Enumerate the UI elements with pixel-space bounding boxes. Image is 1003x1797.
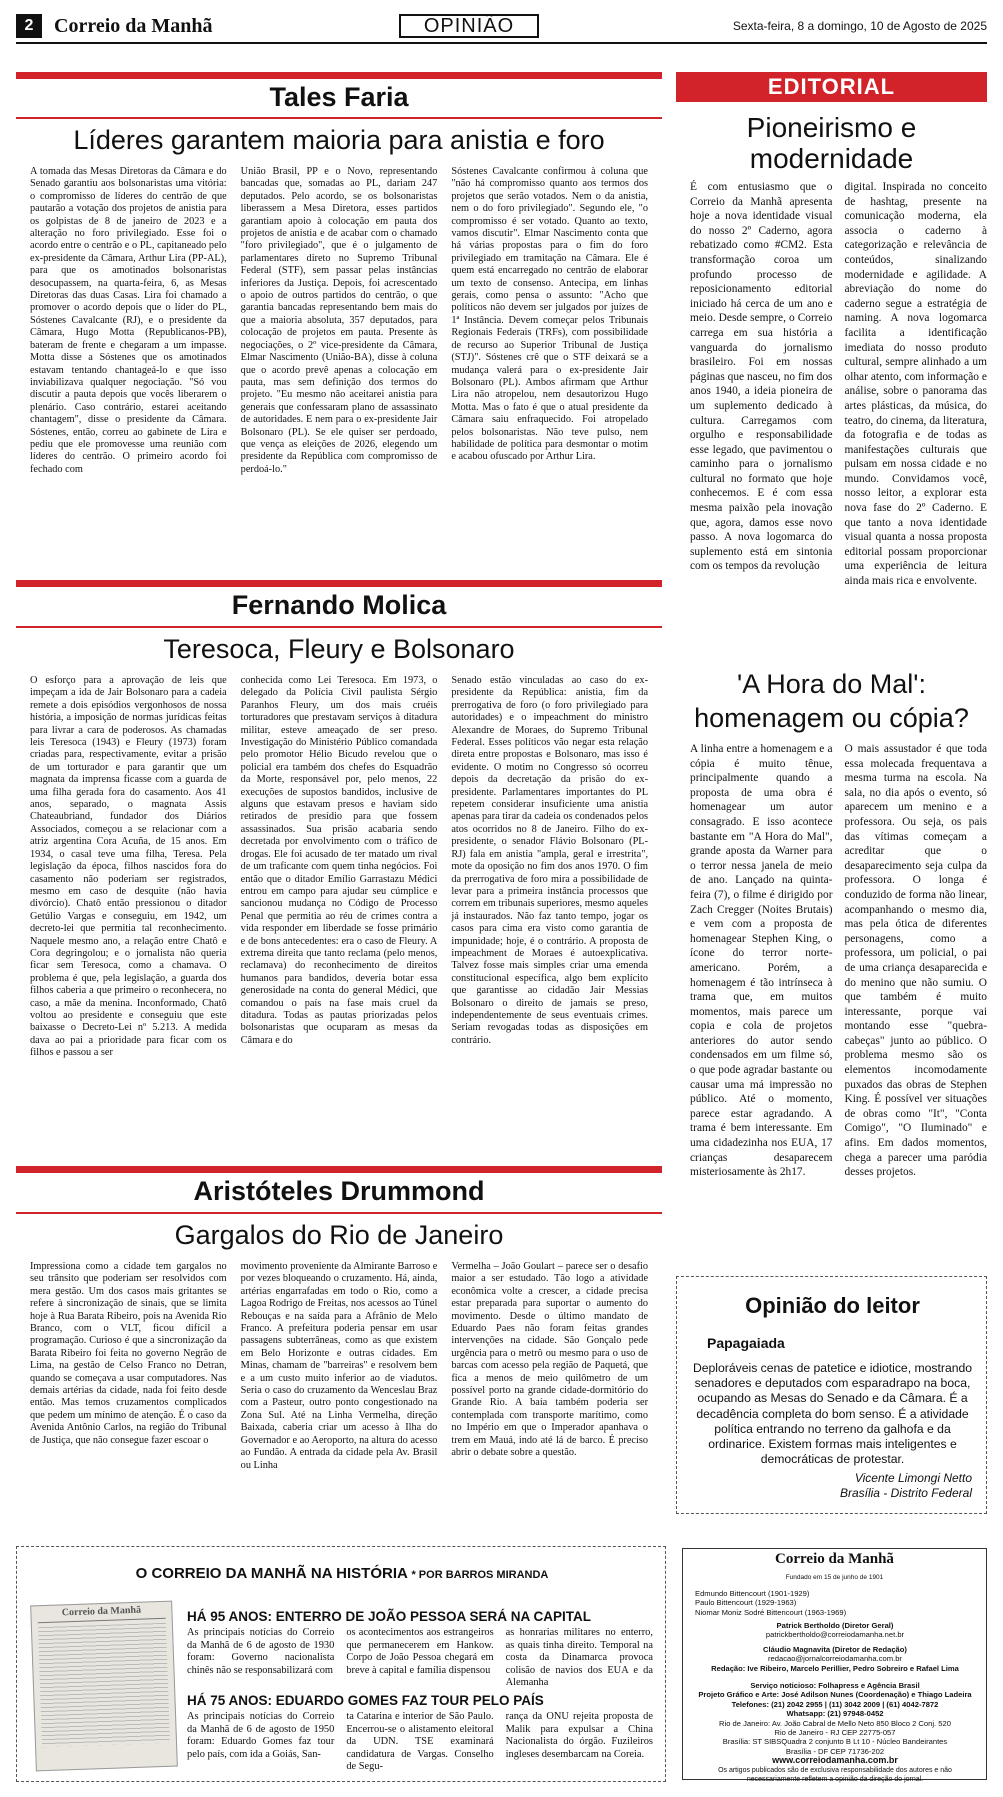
review-body	[690, 742, 987, 1242]
paper-logo: Correio da Manhã	[775, 1551, 894, 1567]
edition-date: Sexta-feira, 8 a domingo, 10 de Agosto de 2025	[732, 19, 987, 33]
page-header	[16, 14, 987, 44]
article-column: O esforço para a aprovação de leis que impeçam a ida de Jair Bolsonaro para a cadeia remete a dois episódios vergonhosos de nossa história, a imposição de normas jurídicas feitas para livrar a cara de poderosos. As chamadas leis Teresoca (1943) e Fleury (1973) foram criadas para, respectivamente, evitar a prisão de um torturador e para garantir que um magnata da imprensa ficasse com a guarda de uma filha gerada fora do casamento. Aos 41 anos, separado, o magnata Assis Chateaubriand, fundador dos Diários Associados, começou a se relacionar com a atriz argentina Cora Acuña, de 15 anos. Em 1934, o casal teve uma filha, Teresa. Pela legislação da época, filhos nascidos fora do casamento não poderiam ser registrados, mesmo em caso de desquite (não havia divórcio). Chatô então pressionou o ditador Getúlio Vargas e conseguiu, em 1942, um decreto-lei que permitia tal reconhecimento. Naquele mesmo ano, a relação entre Chatô e Cora degringolou; e o jornalista não queria ficar sem Teresoca, como a chamava. O problema é que, pela legislação, a guarda dos filhos caberia a que primeiro o reconhecera, no caso, a mãe da menina. Inconformado, Chatô voltou ao presidente e conseguiu que este baixasse o Decreto-Lei nº 5.213. A medida dava ao pai a prioridade para ficar com os filhos e passou a ser	[30, 675, 227, 1059]
article-column: conhecida como Lei Teresoca. Em 1973, o delegado da Polícia Civil paulista Sérgio Paranhos Fleury, um dos mais cruéis torturadores que prestavam serviços à ditadura militar, esteve ameaçado de ser preso. Investigação do Ministério Público comandada pelo promotor Hélio Bicudo revelou que o policial era também dos chefes do Esquadrão da Morte, responsável por, pelo menos, 22 execuções de supostos bandidos, inclusive de alguns que estavam presos e haviam sido retirados de presídio para que fossem assassinados. Sua prisão acabaria sendo decretada por envolvimento com o tráfico de drogas. Ele foi acusado de ter matado um rival de um traficante com quem tinha negócios. Foi então que o ditador Emílio Garrastazu Médici entrou em campo para ajudar seu cúmplice e sancionou mudança no Código de Processo Penal que permitia ao réu de crimes contra a vida responder em liberdade se fosse primário e de bons antecedentes: era o caso de Fleury. A extrema direita que tanto reclama (pelo menos, reclamava) do reconhecimento de direitos humanos para bandidos, deveria botar essa generosidade na conta do general Médici, que comandou o país na fase mais cruel da ditadura. Todas as pautas priorizadas pelos bolsonaristas que ocuparam as mesas da Câmara e do	[240, 675, 438, 1046]
article-column: A tomada das Mesas Diretoras da Câmara e do Senado garantiu aos bolsonaristas uma vitória: o compromisso de líderes do centrão de que pautarão a votação dos projetos de anistia para os golpistas de 8 de janeiro de 2023 e a alteração no foro privilegiado. Esse foi o acordo entre o centrão e o PL, capitaneado pelo ex-presidente da Câmara, Arthur Lira (PP-AL), para que os amotinados bolsonaristas desocupassem, na quarta-feira, 6, as Mesas Diretoras das duas Casas. Lira foi chamado a promover o acordo depois que o líder do PL, Sóstenes Cavalcante (RJ), e o presidente da Câmara, Hugo Motta (Republicanos-PB), bateram de frente e chegaram a um impasse. Motta disse a Sóstenes que os amotinados estavam tentando chantageá-lo e que isso inviabilizava qualquer negociação. "Só vou discutir a pauta depois que vocês liberarem o plenário. Caso contrário, estarei aceitando chantagem", disse o presidente da Câmara. Sóstenes, então, correu ao gabinete de Lira e pediu que ele promovesse uma reunião com líderes do centrão. O primeiro acordo foi fechado com	[30, 166, 227, 475]
history-column: as honrarias militares no enterro, as quais tinha direito. Temporal na costa da Dinamarca provoca colisão de navios dos EUA e da Alemanha	[505, 1627, 653, 1689]
history-column: As principais notícias do Correio da Manhã de 6 de agosto de 1930 foram: Governo nacionalista chinês não se responsabilizará com	[187, 1627, 335, 1676]
review-column: O mais assustador é que toda essa molecada frequentava a mesma turma na escola. Na sala, no dia após o evento, só aparecem um menino e a professora. Ou seja, os pais das vítimas começam a acreditar que o desaparecimento seja culpa da professora. O longa é conduzido de forma não linear, acompanhando o mesmo dia, mas pela ótica de diferentes personagens, como a professora, um policial, o pai de uma criança desaparecida e do menino que não sumiu. O que também é muito interessante, porque vai montando esse "quebra-cabeças" junto ao público. O problema mesmo são os elementos incomodamente puxados das obras de Stephen King. É possível ver situações de obras como "It", "Conta Comigo", "O Iluminado" e afins. Em dados momentos, chega a parecer uma paródia desses projetos.	[844, 743, 987, 1179]
whatsapp: Whatsapp: (21) 97948-0452	[786, 1709, 884, 1719]
address-rio-2: Rio de Janeiro - RJ CEP 22775-057	[774, 1728, 896, 1738]
article-body	[30, 1261, 648, 1519]
section-label: OPINIÃO	[399, 14, 539, 38]
address-brasilia: Brasília: ST SIBSQuadra 2 conjunto B Lt 10 - Núcleo Bandeirantes	[722, 1737, 948, 1747]
review-title: 'A Hora do Mal': homenagem ou cópia?	[694, 669, 969, 733]
reader-opinion-title: Opinião do leitor	[745, 1293, 920, 1318]
red-rule-thin	[16, 117, 662, 119]
reader-place: Brasília - Distrito Federal	[839, 1486, 972, 1500]
red-rule-thin	[16, 626, 662, 628]
article-title: Teresoca, Fleury e Bolsonaro	[163, 634, 515, 664]
article-title: Gargalos do Rio de Janeiro	[174, 1220, 504, 1250]
editor-email: redacao@jornalcorreiodamanha.com.br	[768, 1654, 902, 1664]
article-title: Líderes garantem maioria para anistia e foro	[73, 125, 605, 155]
staff-director	[695, 1621, 975, 1640]
article-body	[30, 675, 648, 1153]
red-rule-thin	[16, 1212, 662, 1214]
reader-signature	[840, 1471, 972, 1501]
director-name: Patrick Bertholdo (Diretor Geral)	[776, 1621, 894, 1630]
newsroom-staff: Redação: Ive Ribeiro, Marcelo Perillier, Pedro Sobreiro e Rafael Lima	[711, 1663, 959, 1673]
history-heading: O CORREIO DA MANHÃ NA HISTÓRIA	[135, 1565, 408, 1582]
history-column: ta Catarina e interior de São Paulo. Encerrou-se o alistamento eleitoral da UDN. TSE examinará candidatura de Vargas. Conselho de Segu-	[346, 1711, 494, 1773]
red-rule	[16, 72, 662, 79]
page-number: 2	[16, 14, 42, 38]
graphic-project: Projeto Gráfico e Arte: José Adilson Nunes (Coordenação) e Thiago Ladeira	[698, 1690, 972, 1700]
reader-opinion-box	[676, 1276, 987, 1514]
article-column: movimento proveniente da Almirante Barroso e por vezes bloqueando o cruzamento. Há, ainda, artérias engarrafadas em todo o Rio, como a Lagoa Rodrigo de Freitas, nos acessos ao Túnel Rebouças e na saída para a Afrânio de Melo Franco. A prefeitura poderia pensar em usar passagens subterrâneas, como as que existem em Belo Horizonte e outras cidades. Em Minas, chamam de "barreiras" e resolvem bem e a um custo muito inferior ao de viadutos. Seria o caso do cruzamento da Wenceslau Braz com a Pasteur, outro ponto congestionado na Zona Sul. Até na Linha Vermelha, direção Baixada, caberia criar um acesso à Ilha do Governador e ao Aeroporto, na altura do acesso ao Fundão. A entrada da cidade pela Av. Brasil ou Linha	[240, 1261, 438, 1471]
history-item-body	[187, 1711, 653, 1774]
editorial-label: EDITORIAL	[676, 72, 987, 102]
founding-date: Fundado em 15 de junho de 1901	[785, 1574, 884, 1581]
address-brasilia-2: Brasília - DF CEP 71736-202	[785, 1746, 885, 1756]
newspaper-clipping-image	[30, 1601, 178, 1772]
disclaimer: Os artigos publicados são de exclusiva responsabilidade dos autores e não necessariamente refletem a opinião da direção do jornal.	[718, 1766, 952, 1784]
article-column: Sóstenes Cavalcante confirmou à coluna que "não há compromisso quanto aos termos dos projetos que serão votados. Nem o da anistia, nem o do foro privilegiado". Segundo ele, "o compromisso é ser votado. Quanto ao texto, vamos discutir". Elmar Nascimento conta que há várias propostas para o fim do foro privilegiado em tramitação na Câmara. Ele é quem está encarregado no centrão de elaborar um texto de consenso. Antecipa, em linhas gerais, como pensa o assunto: "Acho que políticos não devem ser julgados por juízes de 1ª Instância. Devem começar pelos Tribunais Regionais Federais (TRFs), com possibilidade de recurso ao Superior Tribunal de Justiça (STJ)". Sóstenes crê que o STF deixará se a mudança valerá para o ex-presidente Jair Bolsonaro (PL). Ambos afirmam que Arthur Lira não atropelou, nem desautorizou Hugo Motta. Mas o fato é que o atual presidente da Câmara saiu enfraquecido. Foi atropelado pelos bolsonaristas. Não teve pulso, nem habilidade de política para desmontar o motim e acabou ofuscado por Arthur Lira.	[451, 166, 648, 463]
author-name: Fernando Molica	[231, 590, 447, 620]
masthead-box	[682, 1548, 987, 1784]
founder: Niomar Moniz Sodré Bittencourt (1963-1969)	[695, 1607, 847, 1617]
address-rio: Rio de Janeiro: Av. João Cabral de Mello Neto 850 Bloco 2 Conj. 520	[719, 1718, 951, 1728]
article-column: União Brasil, PP e o Novo, representando bancadas que, somadas ao PL, dariam 247 deputados. Pelo acordo, se os bolsonaristas liberassem a Mesa Diretora, esses partidos garantiam apoio à colocação em pauta dos projetos de anistia e de acabar com o chamado "foro privilegiado", que é o julgamento de parlamentares direto no Supremo Tribunal Federal (STF), sem passar pelas instâncias inferiores da Justiça. Depois, foi acrescentado o apoio de outros partidos do centrão, o que garantia bancadas representando bem mais do que a maioria absoluta, 357 deputados, para colocação de projetos em pauta. Presente às negociações, o 2º vice-presidente da Câmara, Elmar Nascimento (União-BA), disse à coluna que o acordo prevê apenas a colocação em pauta, mas sem definição dos termos do projeto. "Eu mesmo não aceitarei anistia para generais que confessaram plano de assassinato de autoridades. E nem para o ex-presidente Jair Bolsonaro (PL). Se ele quiser ser perdoado, que vença as eleições de 2026, elegendo um presidente da República com compromisso de perdoá-lo."	[240, 166, 438, 475]
history-title	[17, 1565, 667, 1582]
editorial-column: É com entusiasmo que o Correio da Manhã apresenta hoje a nova identidade visual do nosso 2º Caderno, agora rebatizado como #CM2. Esta transformação coroa um profundo processo de reposicionamento editorial iniciado há cerca de um ano e meio. Desde sempre, o Correio carrega em sua história a vanguarda do jornalismo brasileiro. Foi em nossas páginas que nasceu, no fim dos anos 1940, a ideia pioneira de um suplemento dedicado à cultura. Carregamos com orgulho e responsabilidade esse legado, que pavimentou o caminho para o jornalismo cultural no formato que hoje conhecemos. E é com essa mesma paixão pela inovação que, agora, damos esse novo passo. A nova logomarca do suplemento está em sintonia com os tempos da revolução	[690, 181, 833, 573]
history-byline: * POR BARROS MIRANDA	[411, 1569, 549, 1581]
news-service: Serviço noticioso: Folhapress e Agência Brasil	[750, 1681, 920, 1690]
author-name: Aristóteles Drummond	[193, 1176, 485, 1206]
editorial-column: digital. Inspirada no conceito de hashtag, presente na comunicação moderna, ela associa o caderno à categorização e relevância de conteúdos, sinalizando modernidade e agilidade. A abreviação do nome do caderno segue a estratégia de naming. A nova logomarca facilita a identificação imediata do nosso produto cultural, sempre alinhado a um olhar atento, com informação e análise, sobre o panorama das artes plásticas, da música, do teatro, do cinema, da literatura, da fotografia e de todas as manifestações culturais que pulsam em nossa cidade e no mundo. Convidamos você, nosso leitor, a explorar esta nova fase do 2º Caderno. E que tanto a nova identidade visual quanta a nossa proposta editorial possam proporcionar uma experiência de leitura ainda mais rica e envolvente.	[844, 181, 987, 588]
red-rule	[16, 1166, 662, 1173]
director-email: patrickbertholdo@correiodamanha.net.br	[765, 1630, 905, 1640]
history-column: os acontecimentos aos estrangeiros que permanecerem em Hankow. Corpo de João Pessoa chegará em breve à capital e família dispensou	[346, 1627, 494, 1676]
founder: Edmundo Bittencourt (1901-1929)	[695, 1589, 810, 1598]
phones: Telefones: (21) 2042 2955 | (11) 3042 2009 | (61) 4042-7872	[731, 1699, 939, 1709]
history-item-title: HÁ 75 ANOS: EDUARDO GOMES FAZ TOUR PELO PAÍS	[187, 1693, 544, 1708]
review-column: A linha entre a homenagem e a cópia é muito tênue, principalmente quando a proposta de uma obra é homenagear um autor consagrado. E isso acontece bastante em "A Hora do Mal", grande aposta da Warner para o terror nessa janela de meio de ano. Lançado na quinta-feira (7), o filme é dirigido por Zach Cregger (Noites Brutais) e vem com a proposta de homenagear Stephen King, o ícone do terror norte-americano. Porém, a homenagem é tão intrínseca à trama que, em muitos momentos, mais parece um copia e cola de projetos anteriores do autor sendo condensados em um filme só, o que pode agradar bastante ou causar uma má impressão no público. Até o momento, parece estar agradando. A trama é bem interessante. Em uma cidadezinha nos EUA, 17 crianças desaparecem misteriosamente às 2h17.	[690, 743, 833, 1179]
history-column: As principais notícias do Correio da Manhã de 6 de agosto de 1950 foram: Eduardo Gomes faz tour pelo país, com ida a Goiás, San-	[187, 1711, 335, 1760]
founders-list	[695, 1589, 975, 1617]
paper-name: Correio da Manhã	[54, 15, 213, 37]
editor-name: Cláudio Magnavita (Diretor de Redação)	[763, 1645, 907, 1654]
article-body	[30, 166, 648, 554]
website-link[interactable]: www.correiodamanha.com.br	[772, 1755, 898, 1766]
editorial-body	[690, 180, 987, 648]
article-column: Senado estão vinculadas ao caso do ex-presidente da República: anistia, fim da prerrogativa de foro (o foro privilegiado para autoridades) e o impeachment do ministro Alexandre de Moraes, do Supremo Tribunal Federal. Esses políticos vão negar esta relação direta entre propostas e Bolsonaro, mas isso é evidente. O motim no Congresso só ocorreu depois da decretação da prisão do ex-presidente. Parlamentares importantes do PL repetem considerar insuficiente uma anistia apenas para tirar da cadeia os condenados pelos atos ocorridos no 8 de Janeiro. Filho do ex-presidente, o senador Flávio Bolsonaro (PL-RJ) fala em anistia "ampla, geral e irrestrita", mote da oposição no fim dos anos 1970. O fim da prerrogativa de foro mira a possibilidade de levar para a primeira instância processos que correm em tribunais superiores, mesmo aqueles já instaurados. Não faz tanto tempo, jogar os casos para cima era visto como garantia de impunidade; hoje, é o contrário. A proposta de impeachment de Moraes é autoexplicativa. Talvez fosse mais simples criar uma emenda constitucional específica, algo bem explícito que garantisse ao cidadão Jair Messias Bolsonaro o direito de jamais se preso, independentemente de seus eventuais crimes. Seriam revogadas todas as disposições em contrário.	[451, 675, 648, 1046]
article-column: Vermelha – João Goulart – parece ser o desafio maior a ser estudado. Tão logo a atividade econômica volte a crescer, a cidade precisa estar preparada para suportar o aumento do movimento. Desde o último mandato de Eduardo Paes não foram feitas grandes intervenções na cidade. São Gonçalo pede urgência para o metrô ou mesmo para o uso de barcas com acesso pela região de Paquetá, que fica a menos de meio quilômetro de um possível porto na grande cidade-dormitório do Grande Rio. A baía também poderia ser contemplada com transporte marítimo, como no Império em que o Imperador apanhava o trem em Mauá, indo até lá de barco. É preciso abrir o debate sobre a questão.	[451, 1261, 648, 1459]
clipping-masthead: Correio da Manhã	[61, 1604, 142, 1619]
history-box	[16, 1546, 666, 1782]
editorial-title: Pioneirismo e modernidade	[746, 112, 917, 174]
reader-name: Vicente Limongi Netto	[854, 1471, 972, 1485]
history-item-title: HÁ 95 ANOS: ENTERRO DE JOÃO PESSOA SERÁ NA CAPITAL	[187, 1609, 592, 1624]
history-column: rança da ONU rejeita proposta de Malik para expulsar a China Nacionalista do órgão. Fuzileiros ingleses desembarcam na Coreia.	[505, 1711, 653, 1760]
reader-letter-text: Deploráveis cenas de patetice e idiotice, mostrando senadores e deputados com esparadrapo na boca, ocupando as Mesas do Senado e da Câmara. É a decadência completa do bom senso. É a atividade política entrando no terreno da galhofa e da ordinarice. Existem formas mais inteligentes e democráticas de protestar.	[692, 1361, 973, 1467]
clipping-text-lines	[38, 1623, 170, 1747]
author-name: Tales Faria	[269, 82, 409, 112]
red-rule	[16, 580, 662, 587]
contact-info	[695, 1681, 975, 1784]
article-column: Impressiona como a cidade tem gargalos no seu trânsito que poderiam ser resolvidos com mera gestão. Um dos casos mais gritantes se refere à sincronização de sinais, que se limita hoje à Rua Barata Ribeiro, pois na Avenida Rio Branco, com o VLT, ficou difícil a programação. Curioso é que a sincronização da Barata Ribeiro foi feita no governo Negrão de Lima, na gestão de Celso Franco no Detran, quando se começava a usar computadores. Nas demais artérias da cidade, nada foi feito desde então. Mas temos cruzamentos complicados que pedem um mínimo de atenção. É o caso da Avenida Antônio Carlos, na região do Tribunal de Justiça, que não consegue fazer escoar o	[30, 1261, 227, 1446]
history-item-body	[187, 1627, 653, 1690]
founder: Paulo Bittencourt (1929-1963)	[695, 1598, 797, 1608]
staff-editor	[695, 1645, 975, 1673]
reader-letter-title: Papagaiada	[707, 1335, 785, 1351]
